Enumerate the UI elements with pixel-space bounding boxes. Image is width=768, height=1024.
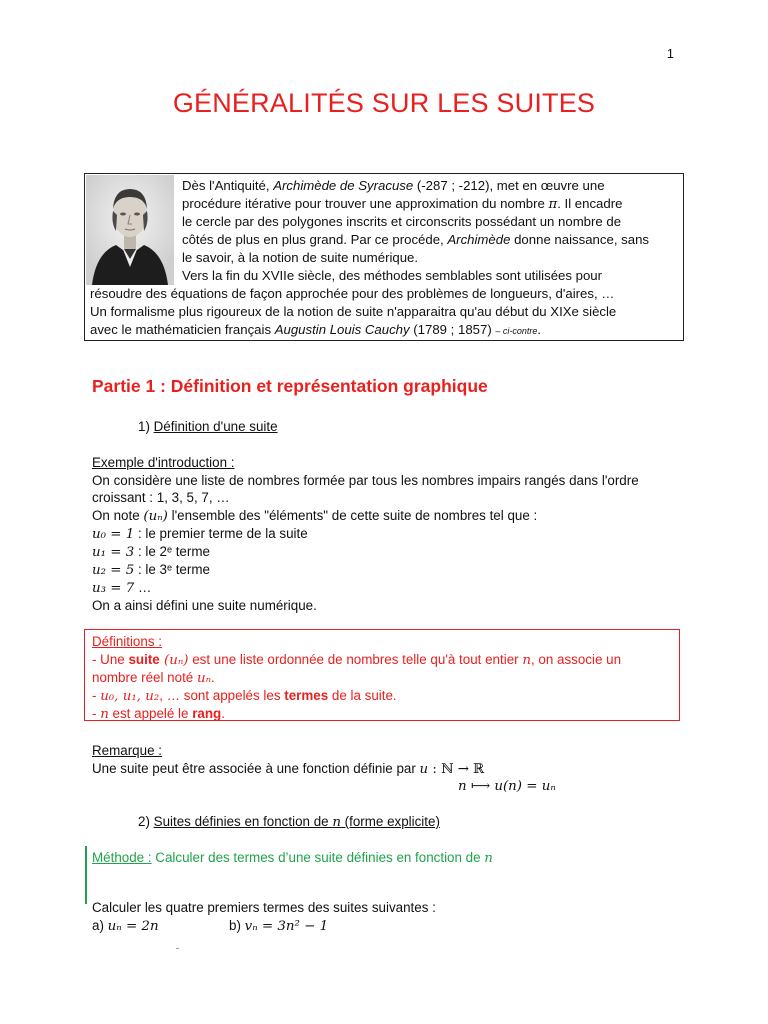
math-un-formula: uₙ = 2n [107, 919, 159, 934]
intro-line-5: le savoir, à la notion de suite numérique. [182, 250, 419, 265]
math-n: n [332, 815, 341, 830]
intro-line-3: le cercle par des polygones inscrits et circonscrits possédant un nombre de [182, 214, 622, 229]
intro-text: donne naissance, sans [510, 232, 650, 247]
pi-symbol: π [548, 197, 558, 212]
term-u2 [92, 561, 210, 580]
archimede-name: Archimède de Syracuse [273, 178, 414, 193]
math-n: n [522, 653, 531, 668]
def-text: - Une [92, 652, 129, 667]
page-title: GÉNÉRALITÉS SUR LES SUITES [172, 88, 596, 118]
math-u1: u₁ = 3 [92, 545, 135, 560]
def-keyword-suite: suite [128, 652, 160, 667]
def-keyword-rang: rang [192, 706, 222, 721]
def-text: , … sont appelés les [159, 688, 285, 703]
term-text: : le premier terme de la suite [134, 526, 308, 541]
def-text: est appelé le [108, 706, 193, 721]
intro-text: côtés de plus en plus grand. Par ce procéde, [182, 232, 448, 247]
math-u2: u₂ = 5 [92, 563, 135, 578]
math-u: u [419, 762, 429, 777]
remark-line-1 [92, 760, 484, 779]
def-text: - [92, 688, 101, 703]
exercise-intro: Calculer les quatre premiers termes des suites suivantes : [92, 900, 436, 915]
ci-contre-note: – ci-contre [495, 326, 538, 336]
exercise-label: b) [229, 918, 245, 933]
example-text: On note [92, 508, 144, 523]
math-n: n [100, 707, 109, 722]
subsection-title-text: Suites définies en fonction de [153, 814, 333, 829]
subsection-1-heading [138, 418, 278, 436]
subsection-number: 1) [138, 419, 154, 434]
definition-line-4 [92, 705, 225, 724]
archimede-name: Archimède [447, 232, 511, 247]
method-margin-bar [85, 846, 87, 904]
def-keyword-termes: termes [284, 688, 329, 703]
intro-line-1 [182, 177, 605, 195]
math-vn-formula: vₙ = 3n² − 1 [244, 919, 329, 934]
term-u3 [92, 579, 151, 598]
intro-line-6: Vers la fin du XVIIe siècle, des méthodes semblables sont utilisées pour [182, 268, 603, 283]
intro-text: . Il encadre [557, 196, 623, 211]
intro-line-8: Un formalisme plus rigoureux de la notion de suite n'apparaitra qu'au début du XIXe siècle [90, 304, 617, 319]
method-label: Méthode : [92, 850, 152, 865]
subsection-title [154, 814, 440, 829]
intro-line-4 [182, 231, 649, 249]
def-text: . [221, 706, 225, 721]
subsection-number: 2) [138, 814, 154, 829]
method-text: Calculer des termes d’une suite définies en fonction de [151, 850, 485, 865]
remark-heading: Remarque : [92, 743, 162, 758]
example-text: l'ensemble des "éléments" de cette suite de nombres tel que : [167, 508, 538, 523]
definition-line-2 [92, 669, 215, 688]
intro-text: (-287 ; -212), met en œuvre une [413, 178, 605, 193]
subsection-2-heading [138, 813, 440, 832]
remark-text: Une suite peut être associée à une fonction définie par [92, 761, 420, 776]
example-line-2: croissant : 1, 3, 5, 7, … [92, 490, 230, 505]
def-text: - [92, 706, 101, 721]
page-number: 1 [666, 46, 674, 61]
intro-text: . [537, 322, 542, 337]
math-un: (uₙ) [159, 653, 189, 668]
math-terms: u₀, u₁, u₂ [100, 689, 160, 704]
def-text: est une liste ordonnée de nombres telle qu'à tout entier [188, 652, 523, 667]
section-heading-partie-1: Partie 1 : Définition et représentation graphique [92, 376, 488, 396]
math-n: n [484, 851, 493, 866]
method-heading [92, 849, 493, 868]
example-line-1: On considère une liste de nombres formée par tous les nombres impairs rangés dans l'ordre [92, 473, 639, 488]
math-u3: u₃ = 7 [92, 581, 135, 596]
intro-text: avec le mathématicien français [90, 322, 275, 337]
subsection-title-text: (forme explicite) [340, 814, 440, 829]
example-line-3 [92, 507, 537, 526]
math-un: (uₙ) [143, 509, 168, 524]
cauchy-portrait [86, 175, 174, 285]
subsection-title: Définition d'une suite [153, 419, 278, 434]
intro-line-7: résoudre des équations de façon approchée pour des problèmes de longueurs, d'aires, … [90, 286, 615, 301]
intro-line-9 [90, 321, 541, 340]
stray-mark [176, 948, 179, 949]
term-u1 [92, 543, 210, 562]
example-conclusion: On a ainsi défini une suite numérique. [92, 598, 317, 613]
def-text: nombre réel noté [92, 670, 197, 685]
intro-line-2 [182, 195, 622, 214]
exercise-label: a) [92, 918, 108, 933]
cauchy-name: Augustin Louis Cauchy [274, 322, 410, 337]
def-text: de la suite. [328, 688, 397, 703]
exercise-b [229, 917, 328, 936]
definition-line-1 [92, 651, 621, 670]
definitions-heading: Définitions : [92, 634, 162, 649]
intro-text: (1789 ; 1857) [409, 322, 496, 337]
math-u0: u₀ = 1 [92, 527, 135, 542]
remark-function-definition: n ⟼ u(n) = uₙ [458, 779, 556, 794]
math-un: uₙ [196, 671, 212, 686]
math-mapping: : ℕ → ℝ [428, 762, 485, 777]
intro-text: procédure itérative pour trouver une approximation du nombre [182, 196, 549, 211]
definition-line-3 [92, 687, 397, 706]
def-text: , on associe un [530, 652, 622, 667]
exercise-a [92, 917, 159, 936]
def-text: . [211, 670, 215, 685]
term-text: : le 2ᵉ terme [134, 544, 210, 559]
term-text: … [134, 580, 152, 595]
term-text: : le 3ᵉ terme [134, 562, 210, 577]
intro-text: Dès l'Antiquité, [182, 178, 274, 193]
term-u0 [92, 525, 308, 544]
example-heading: Exemple d'introduction : [92, 455, 235, 470]
